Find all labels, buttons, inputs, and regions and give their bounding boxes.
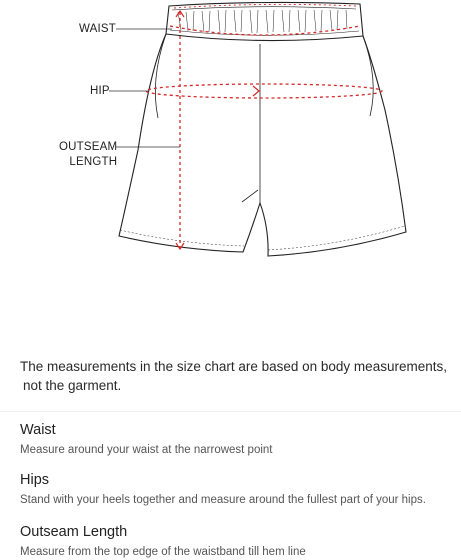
measurement-item-waist [20, 421, 450, 458]
measurement-guides [146, 4, 382, 249]
size-chart-note [20, 357, 450, 395]
section-divider [0, 411, 461, 412]
outseam-label-line-2: LENGTH [69, 156, 118, 168]
measurement-description: Stand with your heels together and measure around the fullest part of your hips. [20, 494, 426, 506]
shorts-outline [119, 2, 406, 256]
measurement-title: Outseam Length [20, 524, 128, 540]
measurement-title: Hips [20, 472, 50, 488]
size-chart-note-line-2: not the garment. [23, 378, 122, 393]
outseam-label [59, 140, 117, 170]
measurement-description: Measure around your waist at the narrowest point [20, 444, 273, 456]
measurement-item-outseam-length [20, 523, 450, 560]
waist-label: WAIST [79, 23, 116, 35]
measurement-title: Waist [20, 422, 56, 438]
hip-label: HIP [90, 85, 110, 97]
measurement-item-hips [20, 471, 450, 508]
label-leader-lines [109, 29, 180, 147]
measurement-description: Measure from the top edge of the waistband till hem line [20, 546, 306, 558]
outseam-label-line-1: OUTSEAM [59, 141, 118, 153]
size-chart-note-line-1: The measurements in the size chart are based on body measurements, [20, 359, 447, 374]
